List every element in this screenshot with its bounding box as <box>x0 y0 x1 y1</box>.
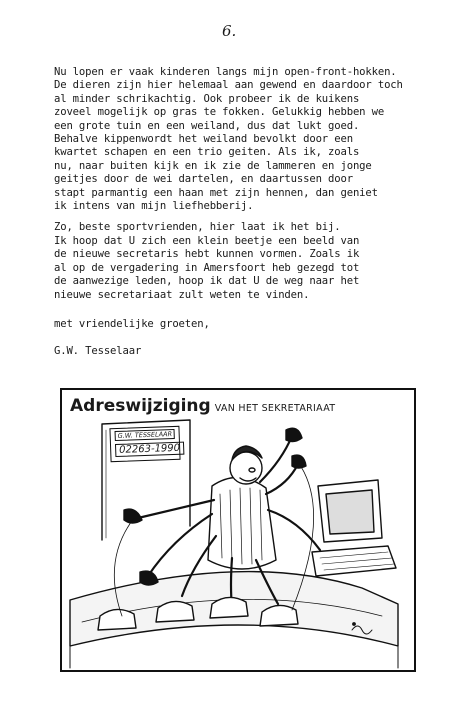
arm <box>268 510 320 550</box>
phone-receiver <box>140 571 158 585</box>
text-line: Zo, beste sportvrienden, hier laat ik het bij. <box>54 221 341 234</box>
cartoon-title <box>70 396 335 416</box>
text-line: nu, naar buiten kijk en ik zie de lammeren en jonge <box>54 159 372 172</box>
paragraph-farewell <box>54 221 454 301</box>
cartoon-subheading: VAN HET SEKRETARIAAT <box>214 403 336 414</box>
arm <box>138 500 214 518</box>
cartoon-heading: Adreswijziging <box>70 396 211 416</box>
signature-name: G.W. Tesselaar <box>54 345 142 358</box>
text-line: Behalve kippenwordt het weiland bevolkt door een <box>54 133 353 146</box>
door-sign <box>109 426 180 462</box>
cartoon-illustration <box>60 388 416 672</box>
phone-receiver <box>292 455 306 468</box>
text-line: een grote tuin en een weiland, dus dat lukt goed. <box>54 119 360 132</box>
page-number: 6. <box>222 22 237 40</box>
paragraph-animals <box>54 66 454 213</box>
text-line: de nieuwe secretaris hebt kunnen vormen. Zoals ik <box>54 248 360 261</box>
arm <box>148 514 212 576</box>
text-line: De dieren zijn hier helemaal aan gewend en daardoor toch <box>54 79 403 92</box>
arm <box>260 436 292 482</box>
text-line: nieuwe secretariaat zult weten te vinden. <box>54 288 310 301</box>
text-line: Ik hoop dat U zich een klein beetje een beeld van <box>54 234 360 247</box>
text-line: de aanwezige leden, hoop ik dat U de weg naar het <box>54 275 360 288</box>
text-line: geitjes door de wei dartelen, en daartussen door <box>54 173 353 186</box>
text-line: kwartet schapen en een trio geiten. Als ik, zoals <box>54 146 360 159</box>
text-line: stapt parmantig een haan met zijn hennen, dan geniet <box>54 186 378 199</box>
closing-line: met vriendelijke groeten, <box>54 317 210 330</box>
text-line: Nu lopen er vaak kinderen langs mijn open-front-hokken. <box>54 66 397 78</box>
phone-receiver <box>124 509 142 523</box>
door-sign-name: G.W. TESSELAAR <box>115 429 176 441</box>
phone-receiver <box>286 428 302 441</box>
door-sign-phone: 02263-1990 <box>115 442 184 457</box>
text-line: al op de vergadering in Amersfoort heb gezegd tot <box>54 261 360 274</box>
text-line: zoveel mogelijk op gras te fokken. Gelukkig hebben we <box>54 106 385 119</box>
letter-body <box>54 66 454 359</box>
text-line: ik intens van mijn liefhebberij. <box>54 200 254 213</box>
text-line: al minder schrikachtig. Ook probeer ik de kuikens <box>54 92 360 105</box>
